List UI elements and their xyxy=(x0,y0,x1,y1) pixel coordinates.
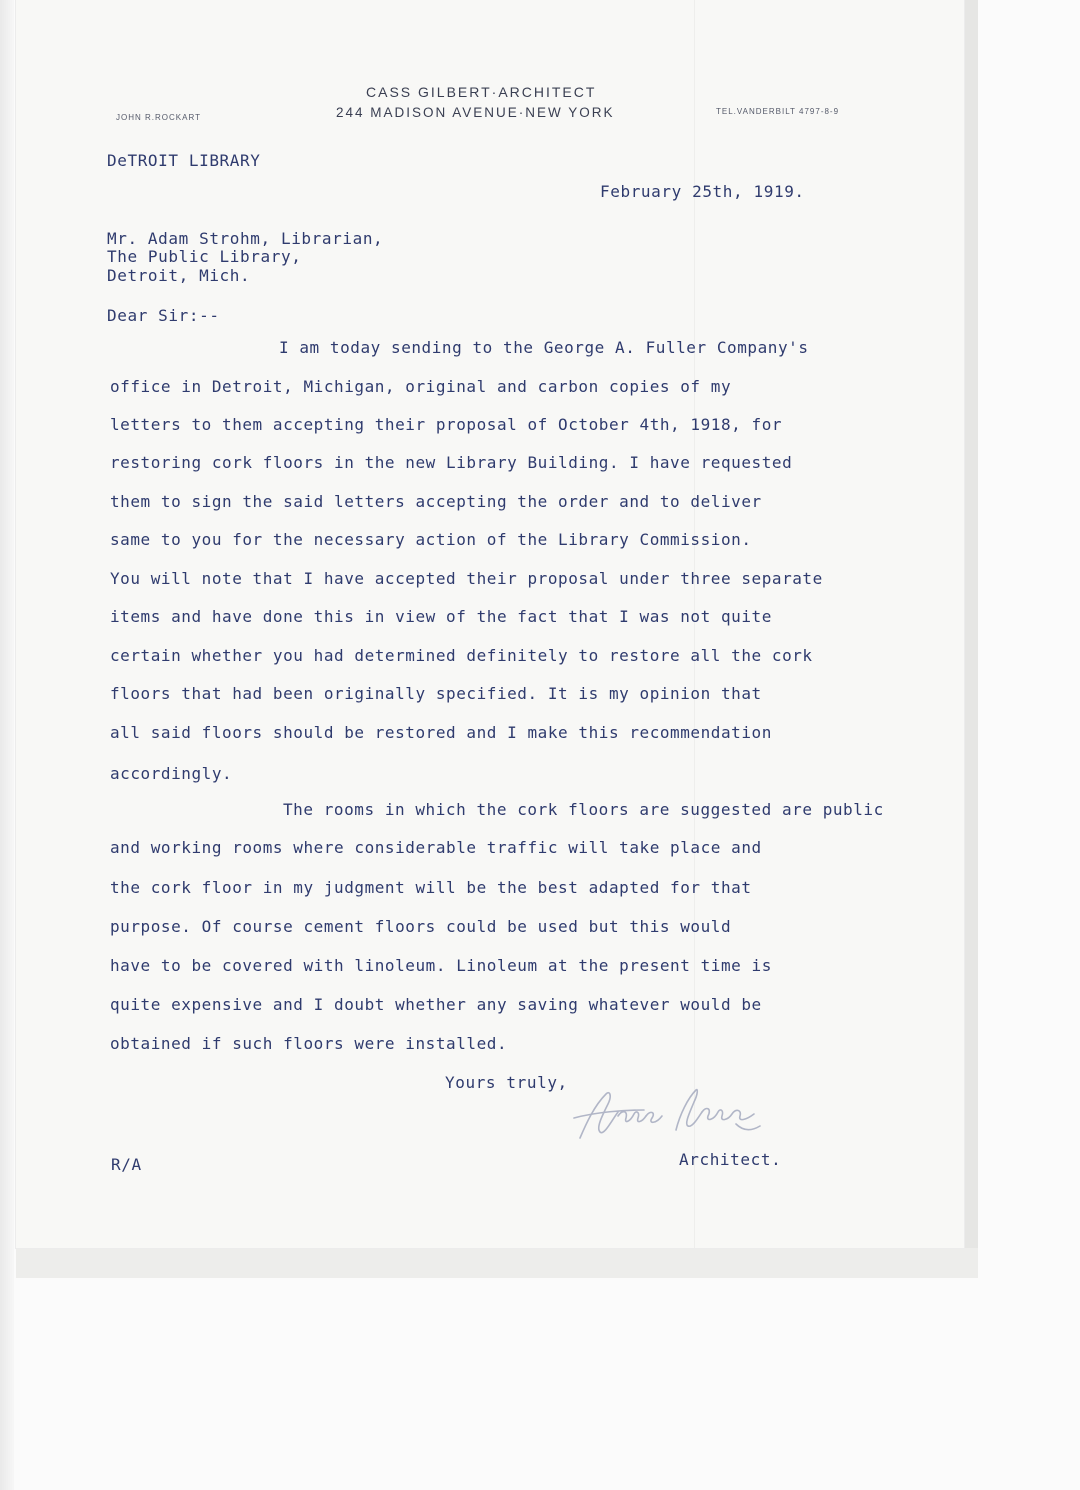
body-line: purpose. Of course cement floors could be used but this would xyxy=(110,917,732,936)
letterhead-firm: CASS GILBERT·ARCHITECT xyxy=(366,84,597,100)
letterhead-associate-name: JOHN R.ROCKART xyxy=(116,113,201,122)
handwritten-signature xyxy=(566,1080,776,1150)
letterhead-telephone: TEL.VANDERBILT 4797-8-9 xyxy=(716,107,840,116)
backing-board-strip xyxy=(964,0,978,1278)
body-line: certain whether you had determined definitely to restore all the cork xyxy=(110,646,813,665)
body-line: same to you for the necessary action of the Library Commission. xyxy=(110,530,752,549)
body-line: and working rooms where considerable traffic will take place and xyxy=(110,838,762,857)
body-line: items and have done this in view of the fact that I was not quite xyxy=(110,607,772,626)
body-line: the cork floor in my judgment will be the best adapted for that xyxy=(110,878,752,897)
scan-left-edge xyxy=(0,0,14,1490)
body-line: them to sign the said letters accepting the order and to deliver xyxy=(110,492,762,511)
body-line: accordingly. xyxy=(110,764,233,783)
letterhead-address: 244 MADISON AVENUE·NEW YORK xyxy=(336,105,615,120)
salutation: Dear Sir:-- xyxy=(107,306,220,325)
body-line: office in Detroit, Michigan, original and carbon copies of my xyxy=(110,377,732,396)
typist-initials: R/A xyxy=(111,1155,142,1174)
recipient-line: Detroit, Mich. xyxy=(107,266,251,285)
letter-date: February 25th, 1919. xyxy=(600,182,805,201)
body-line: letters to them accepting their proposal of October 4th, 1918, for xyxy=(110,415,783,434)
recipient-line: The Public Library, xyxy=(107,247,302,266)
body-line: obtained if such floors were installed. xyxy=(110,1034,508,1053)
signature-title: Architect. xyxy=(679,1150,782,1169)
body-line: have to be covered with linoleum. Linoleum at the present time is xyxy=(110,956,772,975)
body-line: restoring cork floors in the new Library Building. I have requested xyxy=(110,453,793,472)
body-line: The rooms in which the cork floors are suggested are public xyxy=(283,800,884,819)
body-line: floors that had been originally specified. It is my opinion that xyxy=(110,684,762,703)
body-line: quite expensive and I doubt whether any saving whatever would be xyxy=(110,995,762,1014)
body-line: all said floors should be restored and I make this recommendation xyxy=(110,723,772,742)
body-line: You will note that I have accepted their proposal under three separate xyxy=(110,569,823,588)
letter-subject: DeTROIT LIBRARY xyxy=(107,151,261,170)
recipient-line: Mr. Adam Strohm, Librarian, xyxy=(107,229,384,248)
backing-board-bottom xyxy=(16,1248,978,1278)
closing: Yours truly, xyxy=(445,1073,568,1092)
body-line: I am today sending to the George A. Fuller Company's xyxy=(279,338,809,357)
